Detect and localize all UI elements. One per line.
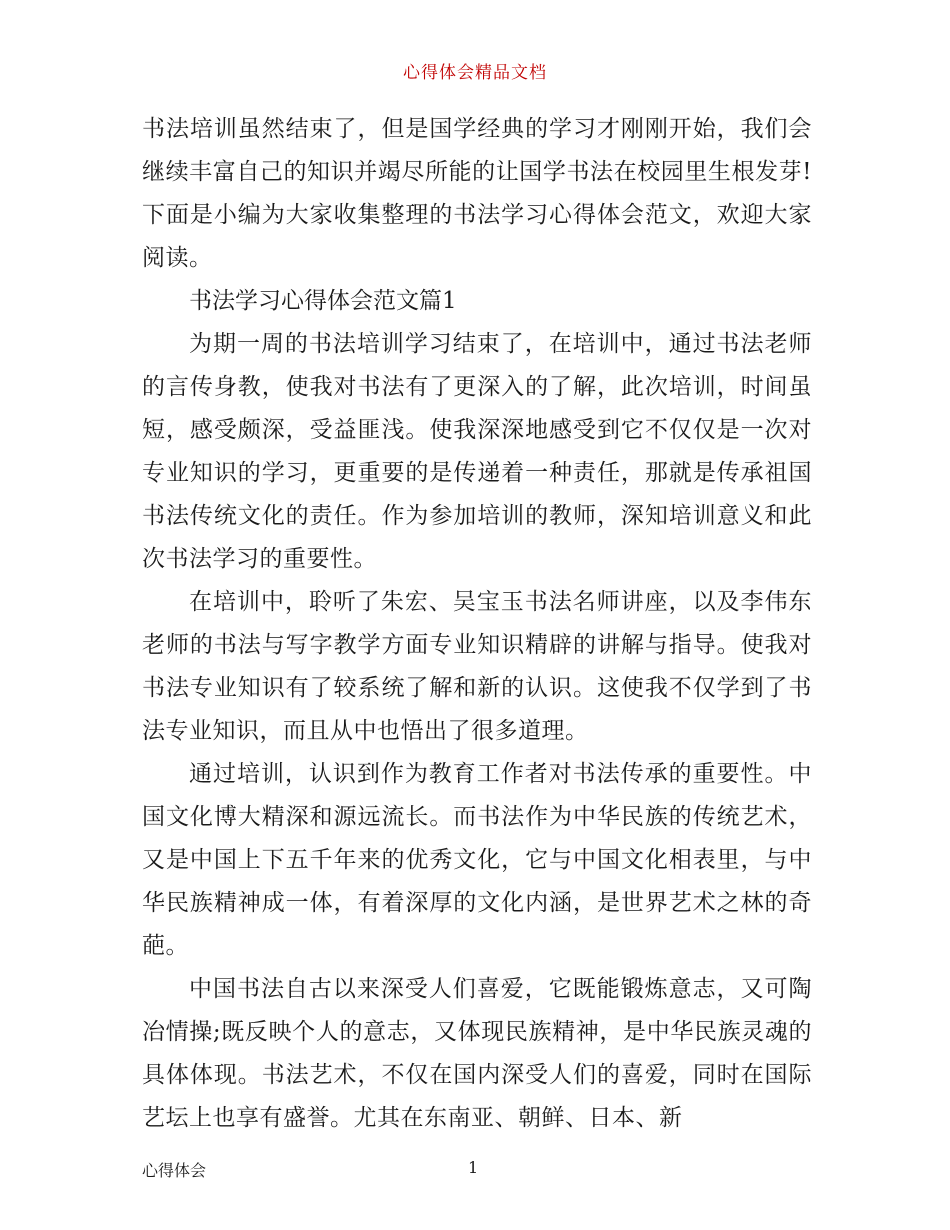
body-paragraph-1: 为期一周的书法培训学习结束了，在培训中，通过书法老师的言传身教，使我对书法有了更深入的了解，此次培训，时间虽短，感受颇深，受益匪浅。使我深深地感受到它不仅仅是一次对专业知识的学习，更重要的是传递着一种责任，那就是传承祖国书法传统文化的责任。作为参加培训的教师，深知培训意义和此次书法学习的重要性。 [142, 331, 812, 572]
intro-paragraph: 书法培训虽然结束了，但是国学经典的学习才刚刚开始，我们会继续丰富自己的知识并竭尽所能的让国学书法在校园里生根发芽!下面是小编为大家收集整理的书法学习心得体会范文，欢迎大家阅读。 [142, 116, 812, 271]
document-body [142, 108, 812, 1140]
page-header-title: 心得体会精品文档 [403, 63, 547, 83]
page-number: 1 [468, 1158, 479, 1177]
footer-label: 心得体会 [142, 1161, 207, 1180]
body-paragraph-4: 中国书法自古以来深受人们喜爱，它既能锻炼意志，又可陶冶情操;既反映个人的意志，又体现民族精神，是中华民族灵魂的具体体现。书法艺术，不仅在国内深受人们的喜爱，同时在国际艺坛上也享有盛誉。尤其在东南亚、朝鲜、日本、新 [142, 976, 812, 1131]
body-paragraph-3: 通过培训，认识到作为教育工作者对书法传承的重要性。中国文化博大精深和源远流长。而书法作为中华民族的传统艺术，又是中国上下五千年来的优秀文化，它与中国文化相表里，与中华民族精神成一体，有着深厚的文化内涵，是世界艺术之林的奇葩。 [142, 761, 812, 959]
section-title: 书法学习心得体会范文篇1 [189, 288, 457, 314]
body-paragraph-2: 在培训中，聆听了朱宏、吴宝玉书法名师讲座，以及李伟东老师的书法与写字教学方面专业知识精辟的讲解与指导。使我对书法专业知识有了较系统了解和新的认识。这使我不仅学到了书法专业知识，而且从中也悟出了很多道理。 [142, 589, 812, 744]
